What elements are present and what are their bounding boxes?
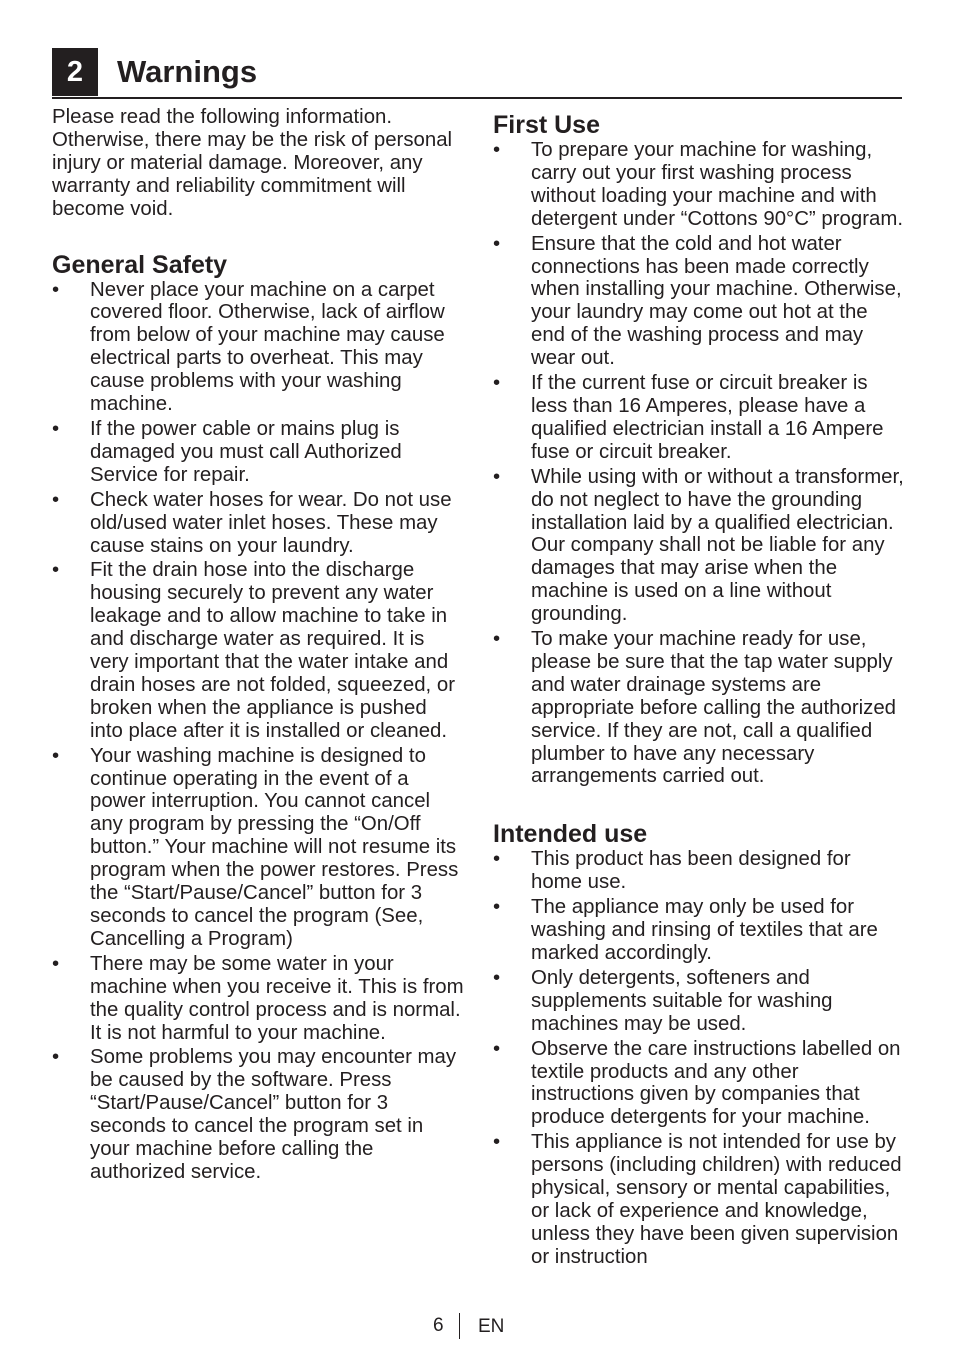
intended-use-heading: Intended use	[493, 820, 648, 849]
list-item	[493, 848, 905, 894]
list-item	[493, 466, 905, 626]
list-item	[52, 1046, 464, 1183]
item-text: If the current fuse or circuit breaker is less than 16 Amperes, please have a qualified electrician install a 16 Ampere fuse or circuit breaker.	[531, 372, 884, 463]
bullet: •	[52, 417, 60, 440]
list-item	[493, 1038, 905, 1130]
list-item	[52, 489, 464, 558]
right-column	[493, 106, 905, 1271]
item-text: If the power cable or mains plug is damaged you must call Authorized Service for repair.	[90, 417, 402, 486]
bullet: •	[52, 278, 60, 301]
first-use-heading: First Use	[493, 111, 600, 139]
item-text: Only detergents, softeners and supplements suitable for washing machines may be used.	[531, 966, 833, 1035]
item-text: Observe the care instructions labelled on textile products and any other instructions given by companies that produce detergents for your machine.	[531, 1037, 901, 1129]
section-number: 2	[52, 48, 98, 96]
list-item	[493, 967, 905, 1036]
bullet: •	[52, 744, 60, 767]
item-text: Your washing machine is designed to continue operating in the event of a power interruption. You cannot cancel any program by pressing the “On/Off button.” Your machine will not resume its program when the power restores. Press the “Start/Pause/Cancel” button for 3 seconds to cancel the program (See, Cancelling a Program)	[90, 744, 459, 950]
list-item	[493, 628, 905, 788]
bullet: •	[493, 848, 501, 871]
bullet: •	[52, 952, 60, 975]
list-item	[52, 953, 464, 1045]
intro-paragraph: Please read the following information. Otherwise, there may be the risk of personal injury or material damage. Moreover, any warranty and reliability commitment will become void.	[52, 106, 453, 220]
list-item	[493, 1131, 905, 1268]
section-title: Warnings	[117, 54, 258, 89]
general-safety-heading: General Safety	[52, 250, 228, 279]
intended-use-list	[493, 848, 905, 1268]
list-item	[52, 418, 464, 487]
list-item	[52, 279, 464, 416]
list-item	[52, 745, 464, 951]
item-text: There may be some water in your machine when you receive it. This is from the quality control process and is normal. It is not harmful to your machine.	[90, 952, 464, 1044]
bullet: •	[493, 896, 501, 919]
bullet: •	[493, 372, 501, 395]
language-code: EN	[478, 1316, 505, 1337]
bullet: •	[493, 966, 501, 989]
item-text: Never place your machine on a carpet covered floor. Otherwise, lack of airflow from below of your machine may cause electrical parts to overheat. This may cause problems with your washing machine.	[90, 278, 445, 416]
list-item	[493, 372, 905, 464]
bullet: •	[493, 139, 501, 161]
item-text: This appliance is not intended for use by persons (including children) with reduced physical, sensory or mental capabilities, or lack of experience and knowledge, unless they have been given supervision or instruction	[531, 1131, 902, 1268]
list-item	[493, 233, 905, 370]
list-item	[52, 559, 464, 742]
item-text: Some problems you may encounter may be caused by the software. Press “Start/Pause/Cancel” button for 3 seconds to cancel the program set in your machine before calling the authorized service.	[90, 1046, 457, 1183]
section-header	[52, 48, 902, 99]
item-text: While using with or without a transformer, do not neglect to have the grounding installation laid by a qualified electrician. Our company shall not be liable for any damages that may arise when the machine is used on a line without grounding.	[531, 465, 904, 626]
left-column	[52, 106, 464, 1186]
item-text: Fit the drain hose into the discharge housing securely to prevent any water leakage and to allow machine to take in and discharge water as required. It is very important that the water intake and drain hoses are not folded, squeezed, or broken when the appliance is pushed into place after it is installed or cleaned.	[90, 559, 456, 742]
list-item	[493, 139, 905, 231]
item-text: Check water hoses for wear. Do not use old/used water inlet hoses. These may cause stains on your laundry.	[90, 488, 452, 557]
page-footer	[0, 1313, 954, 1339]
first-use-list	[493, 139, 905, 788]
item-text: To prepare your machine for washing, carry out your first washing process without loading your machine and with detergent under “Cottons 90°C” program.	[531, 139, 903, 230]
bullet: •	[493, 628, 501, 651]
item-text: The appliance may only be used for washing and rinsing of textiles that are marked accordingly.	[531, 896, 878, 964]
bullet: •	[52, 488, 60, 511]
bullet: •	[52, 559, 60, 582]
item-text: To make your machine ready for use, please be sure that the tap water supply and water drainage systems are appropriate before calling the authorized service. If they are not, call a qualified plumber to have any necessary arrangements carried out.	[531, 628, 897, 788]
page-number: 6	[433, 1315, 444, 1336]
bullet: •	[493, 232, 501, 255]
bullet: •	[493, 465, 501, 488]
bullet: •	[493, 1037, 501, 1060]
general-safety-list	[52, 279, 464, 1184]
footer-divider	[459, 1313, 460, 1339]
bullet: •	[493, 1131, 501, 1154]
list-item	[493, 896, 905, 965]
item-text: This product has been designed for home use.	[531, 848, 851, 894]
bullet: •	[52, 1046, 60, 1069]
item-text: Ensure that the cold and hot water connections has been made correctly when installing your machine. Otherwise, your laundry may come out hot at the end of the washing process and may wear out.	[531, 232, 902, 370]
